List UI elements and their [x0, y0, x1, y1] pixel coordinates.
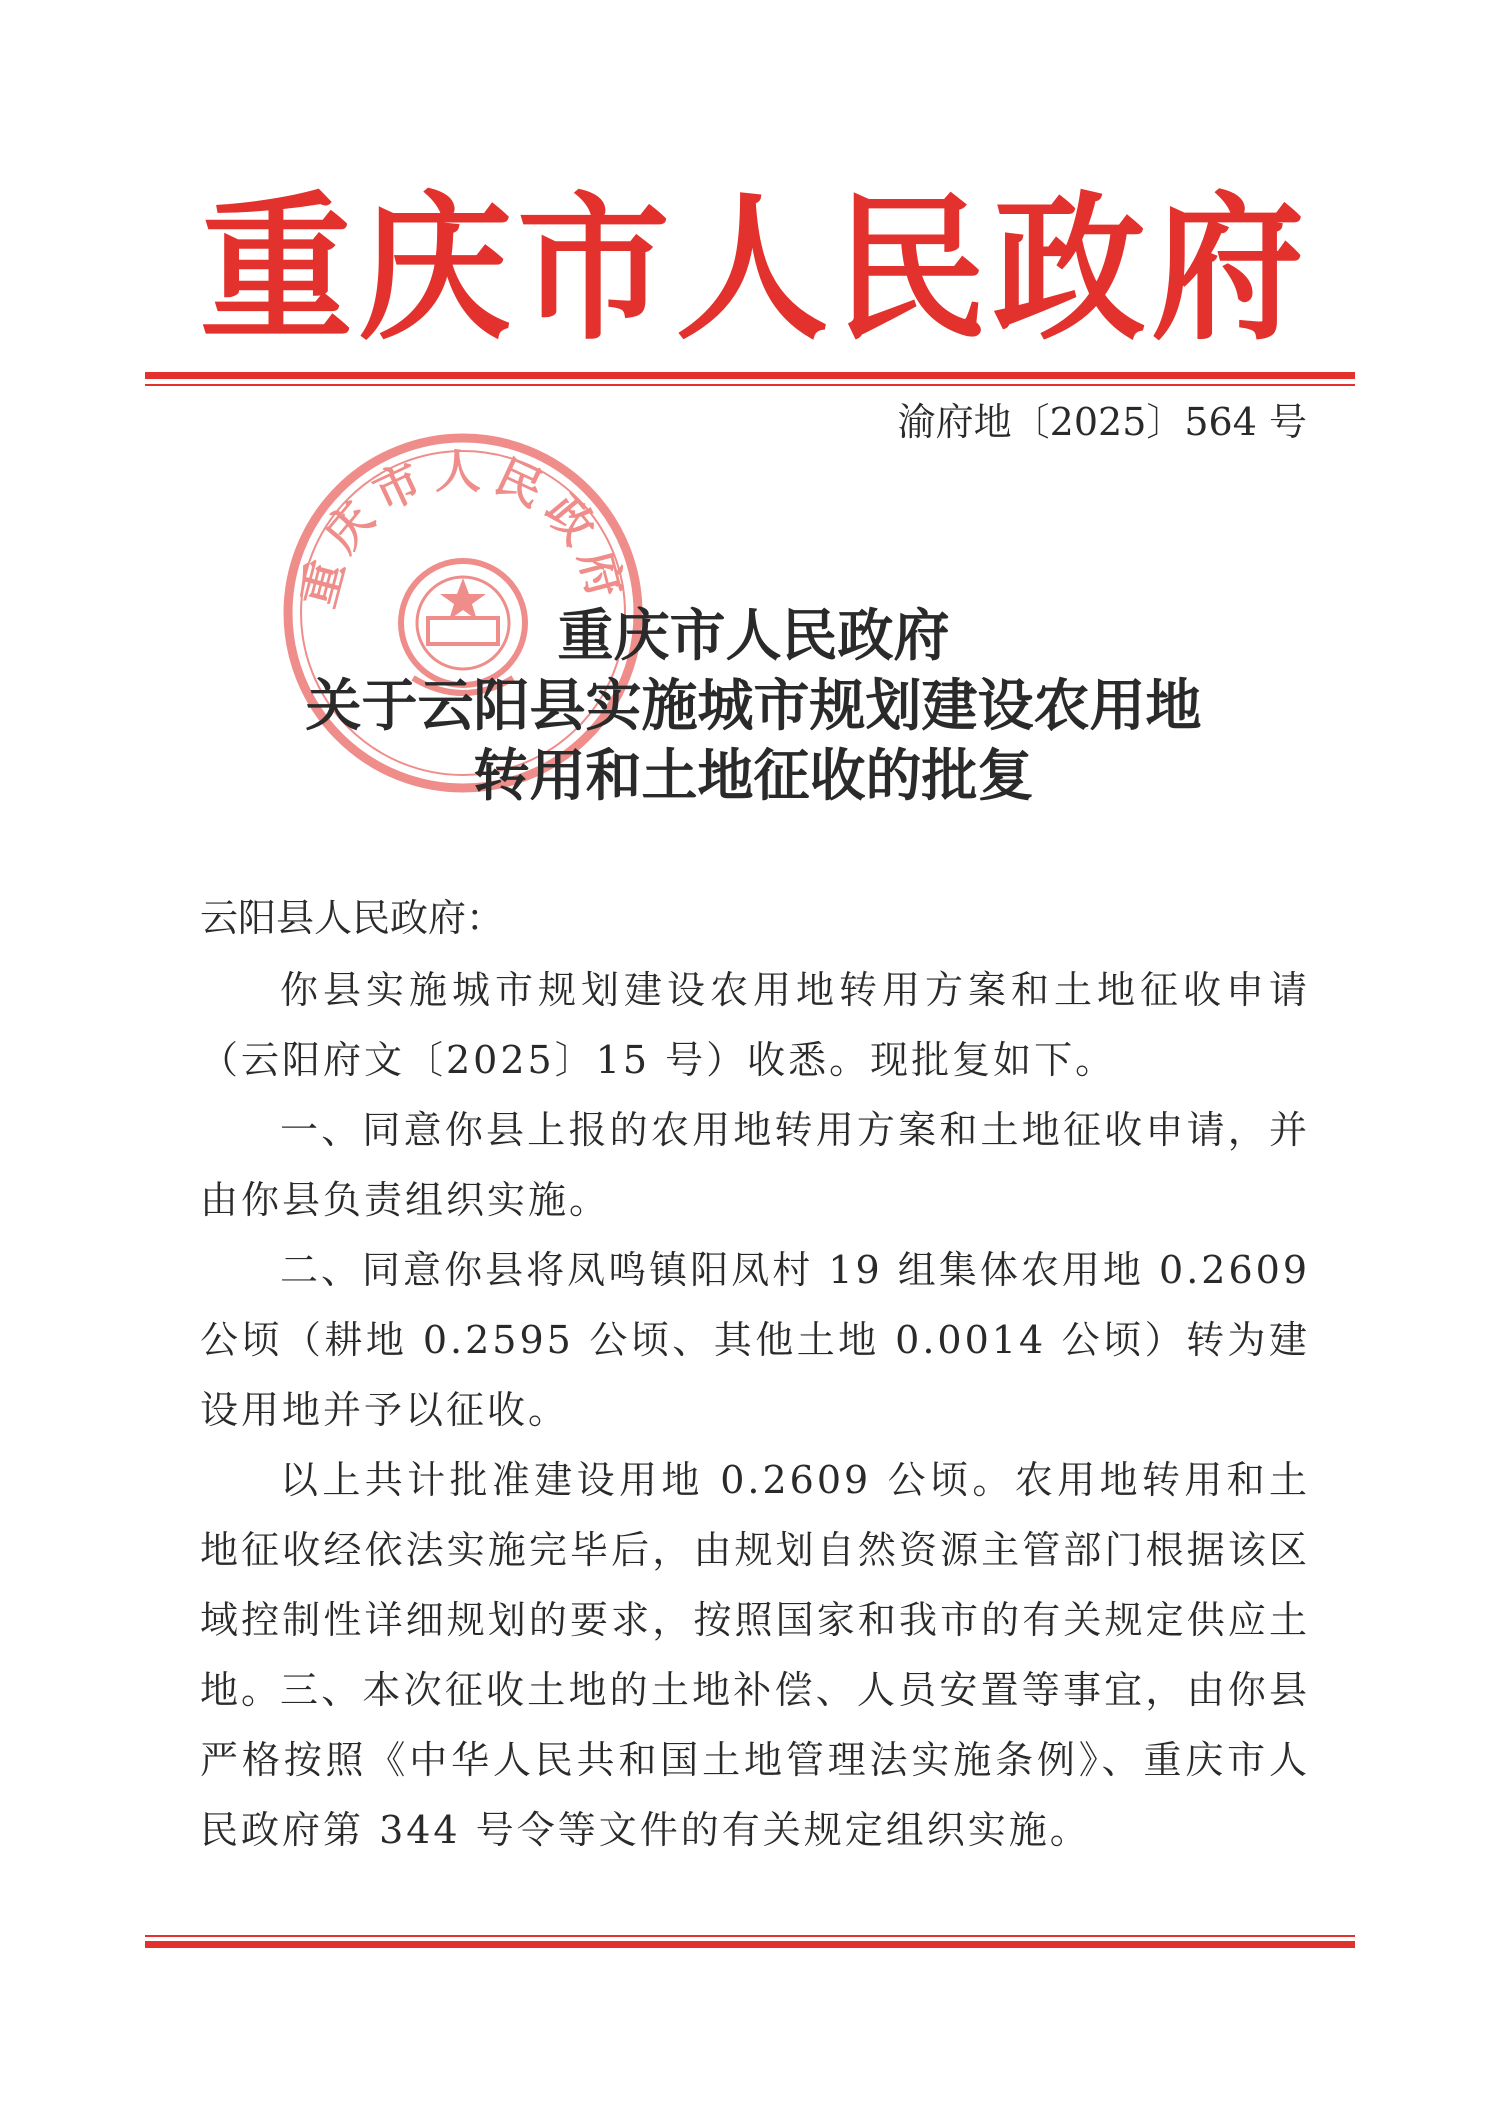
document-number: 渝府地〔2025〕564 号 — [897, 400, 1307, 444]
header-org-name: 重庆市人民政府 — [200, 177, 1310, 362]
header-red-rule-thin — [145, 384, 1355, 386]
title-line-3: 转用和土地征收的批复 — [473, 743, 1034, 809]
title-line-2: 关于云阳县实施城市规划建设农用地 — [305, 673, 1202, 739]
body-paragraph: 二、同意你县将凤鸣镇阳凤村 19 组集体农用地 0.2609 公顷（耕地 0.2595 公顷、其他土地 0.0014 公顷）转为建设用地并予以征收。 — [200, 1248, 1310, 1432]
body-paragraph: 一、同意你县上报的农用地转用方案和土地征收申请，并由你县负责组织实施。 — [200, 1108, 1310, 1222]
body-paragraph: 你县实施城市规划建设农用地转用方案和土地征收申请（云阳府文〔2025〕15 号）收悉。现批复如下。 — [200, 968, 1310, 1082]
salutation: 云阳县人民政府： — [200, 896, 505, 940]
seal-ring-text: 重庆市人民政府 — [290, 444, 636, 613]
footer-red-rule-thick — [145, 1941, 1355, 1948]
body-paragraph: 三、本次征收土地的土地补偿、人员安置等事宜，由你县严格按照《中华人民共和国土地管理法实施条例》、重庆市人民政府第 344 号令等文件的有关规定组织实施。 — [200, 1668, 1310, 1852]
header-red-rule-thick — [145, 372, 1355, 379]
footer-red-rule-thin — [145, 1935, 1355, 1937]
title-line-1: 重庆市人民政府 — [557, 603, 950, 669]
body-paragraph: 以上共计批准建设用地 0.2609 公顷。农用地转用和土地征收经依法实施完毕后，由规划自然资源主管部门根据该区域控制性详细规划的要求，按照国家和我市的有关规定供应土地。 — [200, 1458, 1310, 1712]
